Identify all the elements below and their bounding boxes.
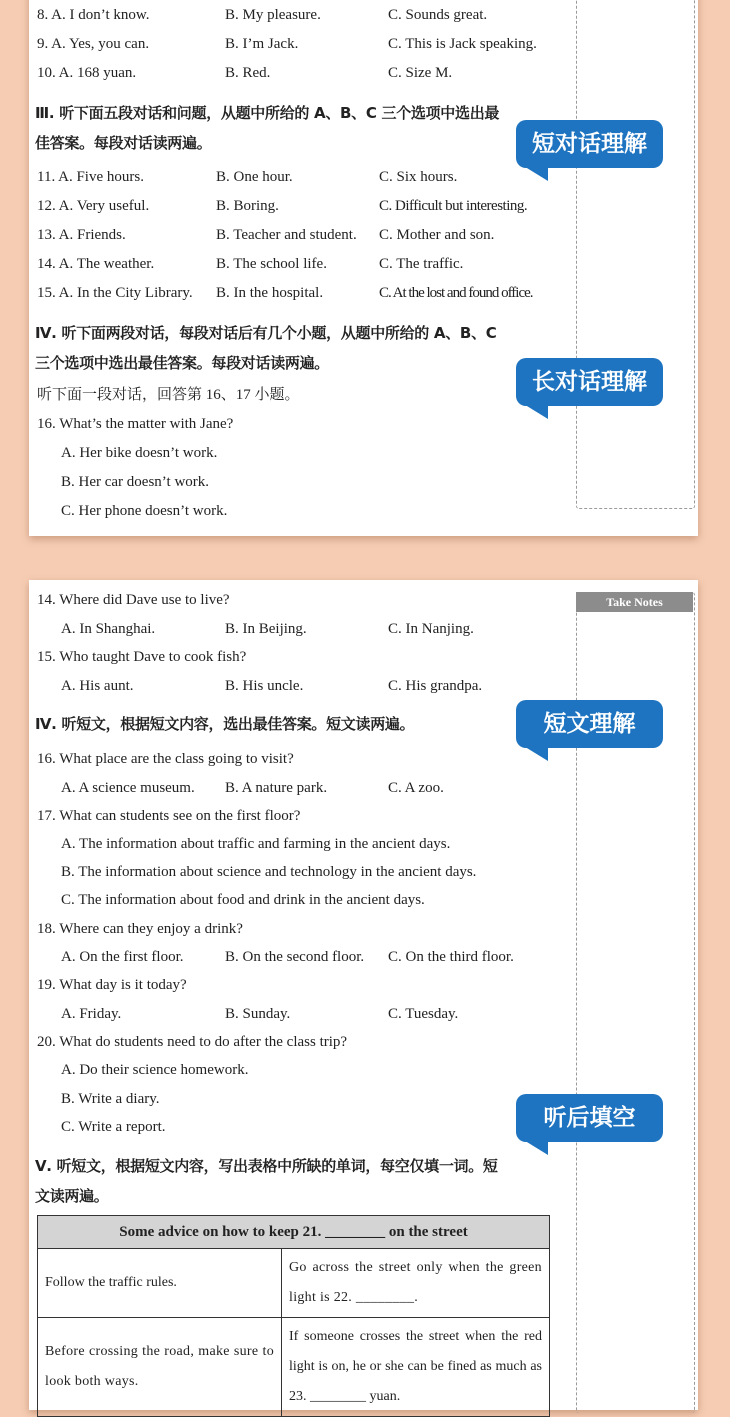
q10-option-c: C. Size M. <box>388 65 453 81</box>
fill-blank-bubble <box>516 1094 663 1142</box>
short-text-bubble <box>516 700 663 748</box>
worksheet-page-1 <box>29 0 698 536</box>
q14-option-a: 14. A. The weather. <box>37 256 155 272</box>
q19-question: 19. What day is it today? <box>37 977 187 993</box>
q16-option-a: A. A science museum. <box>61 780 195 796</box>
q16-option-c: C. A zoo. <box>388 780 444 796</box>
section-4-heading: Ⅳ. 听下面两段对话，每段对话后有几个小题，从题中所给的 A、B、C <box>35 324 497 342</box>
q11-option-a: 11. A. Five hours. <box>37 169 144 185</box>
q17-option-a: A. The information about traffic and farming in the ancient days. <box>61 836 451 852</box>
section-4-heading-cont: 三个选项中选出最佳答案。每段对话读两遍。 <box>35 354 330 372</box>
q19-option-a: A. Friday. <box>61 1006 122 1022</box>
table-header: Some advice on how to keep 21. ________ on the street <box>38 1216 550 1249</box>
q8-option-c: C. Sounds great. <box>388 7 488 23</box>
q16-option-c: C. Her phone doesn’t work. <box>61 503 228 519</box>
q13-option-a: 13. A. Friends. <box>37 227 126 243</box>
q15-option-b: B. His uncle. <box>225 678 304 694</box>
q11-option-b: B. One hour. <box>216 169 293 185</box>
long-dialog-bubble <box>516 358 663 406</box>
table-cell: Follow the traffic rules. <box>38 1249 282 1318</box>
q18-option-a: A. On the first floor. <box>61 949 184 965</box>
q12-option-c: C. Difficult but interesting. <box>379 198 528 214</box>
q15-option-a: 15. A. In the City Library. <box>37 285 193 301</box>
q16-option-b: B. A nature park. <box>225 780 328 796</box>
q17-question: 17. What can students see on the first floor? <box>37 808 301 824</box>
q14-question: 14. Where did Dave use to live? <box>37 592 230 608</box>
q12-option-b: B. Boring. <box>216 198 279 214</box>
q17-option-c: C. The information about food and drink in the ancient days. <box>61 892 425 908</box>
q18-option-c: C. On the third floor. <box>388 949 514 965</box>
q20-question: 20. What do students need to do after the class trip? <box>37 1034 348 1050</box>
table-cell: Before crossing the road, make sure to look both ways. <box>38 1318 282 1417</box>
section-5-heading: Ⅴ. 听短文，根据短文内容，写出表格中所缺的单词，每空仅填一词。短 <box>35 1157 498 1175</box>
q13-option-b: B. Teacher and student. <box>216 227 357 243</box>
q9-option-a: 9. A. Yes, you can. <box>37 36 150 52</box>
q15-option-a: A. His aunt. <box>61 678 134 694</box>
q11-option-c: C. Six hours. <box>379 169 458 185</box>
section-5-heading-cont: 文读两遍。 <box>35 1187 109 1205</box>
q16-question: 16. What place are the class going to visit? <box>37 751 294 767</box>
q20-option-a: A. Do their science homework. <box>61 1062 249 1078</box>
bubble-label: 听后填空 <box>543 1105 636 1131</box>
q16-question: 16. What’s the matter with Jane? <box>37 416 234 432</box>
q15-question: 15. Who taught Dave to cook fish? <box>37 649 247 665</box>
advice-table <box>37 1215 550 1417</box>
q8-option-b: B. My pleasure. <box>225 7 321 23</box>
short-dialog-bubble <box>516 120 663 168</box>
q14-option-c: C. In Nanjing. <box>388 621 474 637</box>
q18-question: 18. Where can they enjoy a drink? <box>37 921 243 937</box>
q9-option-b: B. I’m Jack. <box>225 36 299 52</box>
dialog-instruction: 听下面一段对话，回答第 16、17 小题。 <box>37 387 300 403</box>
q10-option-b: B. Red. <box>225 65 271 81</box>
table-cell: Go across the street only when the green light is 22. ________. <box>282 1249 550 1318</box>
q15-option-c: C. At the lost and found office. <box>379 285 533 301</box>
section-3-heading-cont: 佳答案。每段对话读两遍。 <box>35 134 212 152</box>
worksheet-page-2 <box>29 580 698 1410</box>
section-4-heading: Ⅳ. 听短文，根据短文内容，选出最佳答案。短文读两遍。 <box>35 715 415 733</box>
q20-option-c: C. Write a report. <box>61 1119 166 1135</box>
table-cell: If someone crosses the street when the red light is on, he or she can be fined as much as 23. ________ yuan. <box>282 1318 550 1417</box>
q14-option-c: C. The traffic. <box>379 256 464 272</box>
q14-option-b: B. In Beijing. <box>225 621 307 637</box>
q13-option-c: C. Mother and son. <box>379 227 495 243</box>
q18-option-b: B. On the second floor. <box>225 949 365 965</box>
q15-option-b: B. In the hospital. <box>216 285 324 301</box>
q12-option-a: 12. A. Very useful. <box>37 198 150 214</box>
take-notes-tab: Take Notes <box>576 592 693 612</box>
q8-option-a: 8. A. I don’t know. <box>37 7 150 23</box>
bubble-label: 短对话理解 <box>532 131 647 157</box>
q19-option-b: B. Sunday. <box>225 1006 291 1022</box>
q14-option-a: A. In Shanghai. <box>61 621 156 637</box>
q17-option-b: B. The information about science and technology in the ancient days. <box>61 864 477 880</box>
q10-option-a: 10. A. 168 yuan. <box>37 65 137 81</box>
bubble-label: 短文理解 <box>543 711 636 737</box>
q9-option-c: C. This is Jack speaking. <box>388 36 537 52</box>
notes-column <box>576 0 695 509</box>
q19-option-c: C. Tuesday. <box>388 1006 459 1022</box>
bubble-label: 长对话理解 <box>532 369 647 395</box>
section-3-heading: Ⅲ. 听下面五段对话和问题，从题中所给的 A、B、C 三个选项中选出最 <box>35 104 500 122</box>
q15-option-c: C. His grandpa. <box>388 678 483 694</box>
q20-option-b: B. Write a diary. <box>61 1091 160 1107</box>
q16-option-b: B. Her car doesn’t work. <box>61 474 210 490</box>
q14-option-b: B. The school life. <box>216 256 327 272</box>
q16-option-a: A. Her bike doesn’t work. <box>61 445 218 461</box>
